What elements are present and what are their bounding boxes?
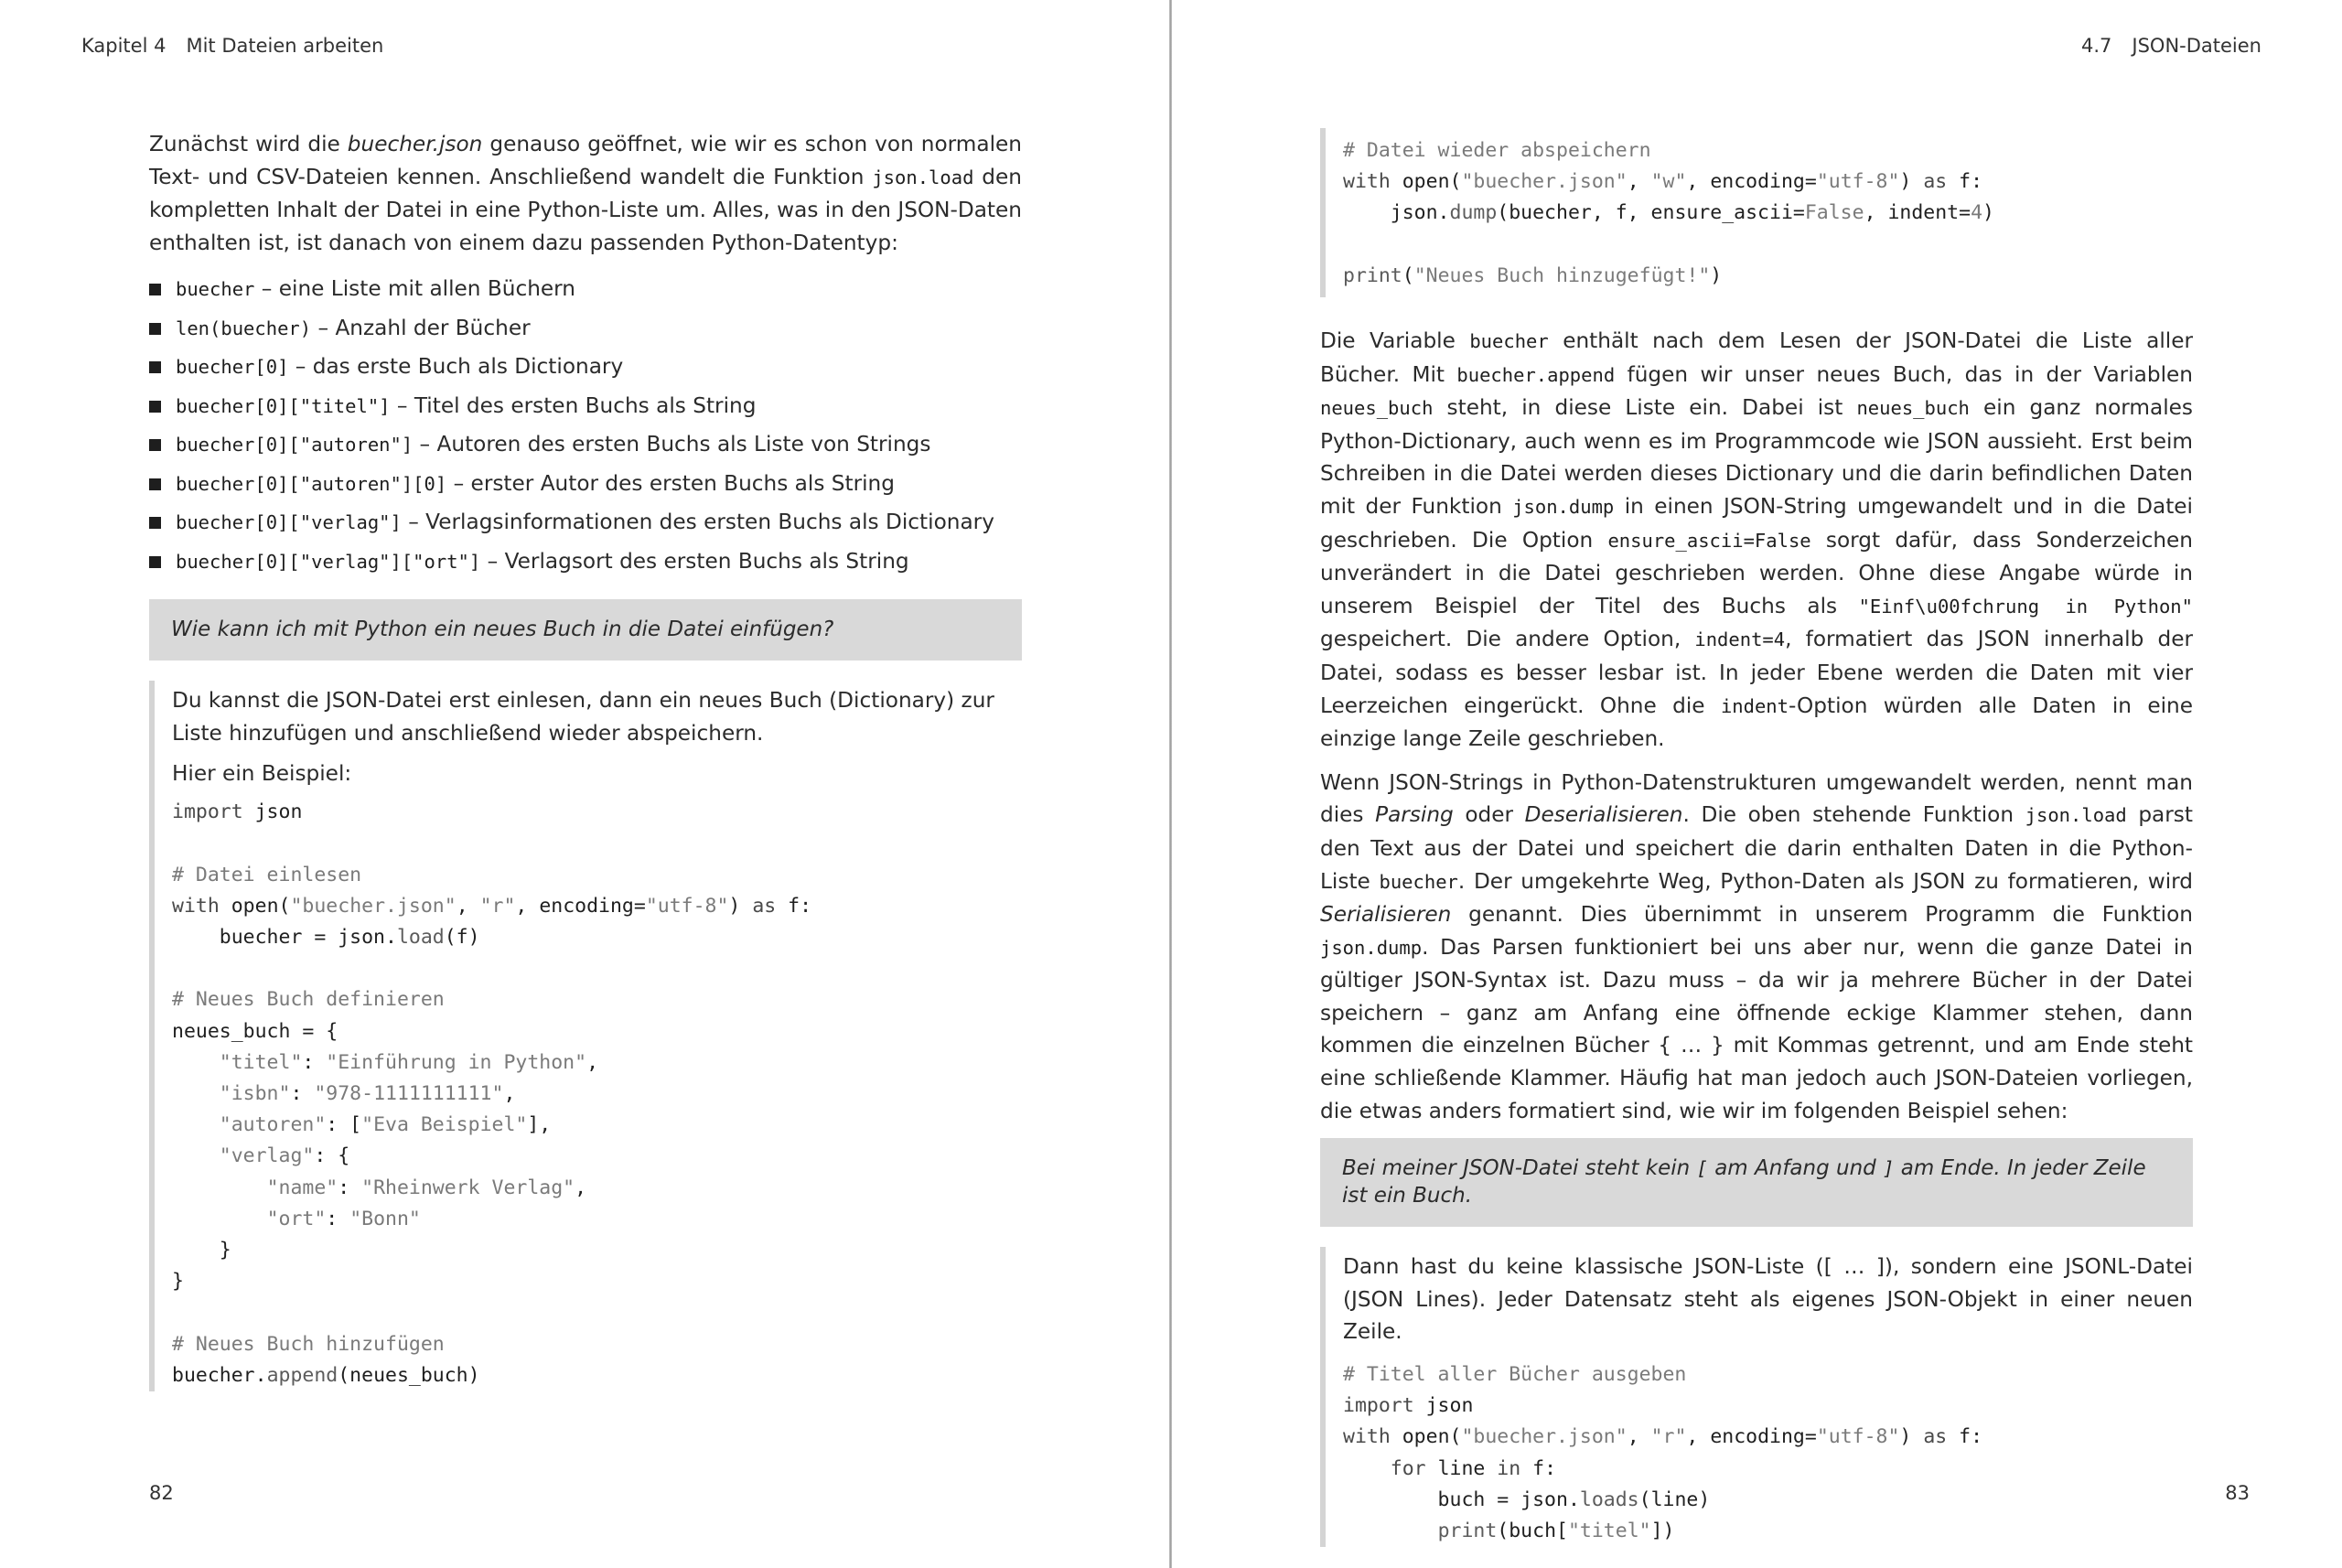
text-run: genauso geöffnet, wie wir es schon von normalen Text- und CSV-Dateien kennen. Anschließend wandelt die Funktion: [149, 132, 1022, 189]
intro-paragraph: [149, 128, 1022, 259]
answer-paragraph: Du kannst die JSON-Datei erst einlesen, dann ein neues Buch (Dictionary) zur Liste hinzufügen und anschließend wieder abspeichern.: [172, 688, 994, 746]
list-item: [149, 465, 1022, 504]
text-run: fügen wir unser neues Buch, das in der Variablen: [1615, 361, 2193, 387]
code-token: as: [752, 894, 777, 918]
text-run: steht, in diese Liste ein. Dabei ist: [1433, 395, 1857, 421]
page-number-right: 83: [2225, 1482, 2250, 1504]
code-string: "isbn": [219, 1081, 291, 1105]
code-token: (f): [444, 925, 480, 949]
code-token: json: [1413, 1394, 1474, 1418]
code-string: "utf-8": [645, 894, 729, 918]
parsing-paragraph: [1320, 767, 2193, 1128]
code-token: line: [1425, 1456, 1498, 1480]
code-string: "utf-8": [1816, 1425, 1900, 1449]
code-string: "buecher.json": [1461, 1425, 1628, 1449]
list-item-text: – eine Liste mit allen Büchern: [254, 276, 576, 302]
text-run: parst den Text aus der Datei und speichert die darin enthalten Daten in die Python-Liste: [1320, 802, 2193, 894]
code-listing: # Datei wieder abspeichern with open("buecher.json", "w", encoding="utf-8") as f: json.dump(buecher, f, ensure_ascii=False, indent=4) print("Neues Buch hinzugefügt!"): [1343, 139, 1994, 287]
code-token: print: [1437, 1520, 1498, 1543]
bullet-square-icon: [149, 556, 161, 568]
code-token: neues_buch = {: [172, 1019, 338, 1043]
running-head-right: [2081, 35, 2261, 57]
code-token: ]): [1650, 1520, 1675, 1543]
text-run: enthält nach dem Lesen der JSON-Datei die Liste aller Bücher. Mit: [1320, 328, 2194, 387]
code-string: "autoren": [219, 1113, 327, 1137]
code-token: append: [266, 1363, 338, 1387]
code-token: with: [1343, 170, 1391, 194]
text-run: . Das Parsen funktioniert bei uns aber nur, wenn die ganze Datei in gültiger JSON-Syntax ist. Dazu muss – da wir ja mehrere Bücher in der Datei speichern – ganz am Anfang eine öffnende eckige Klammer stehen, dann kommen die einzelnen Bücher { … } mit Kommas getrennt, und am Ende steht eine schließende Klammer. Häufig hat man jedoch auch JSON-Dateien vorliegen, die etwas anders formatiert sind, wie wir im folgenden Beispiel sehen:: [1320, 934, 2193, 1123]
code-token: (buch[: [1497, 1520, 1568, 1543]
inline-code: [: [1696, 1157, 1708, 1180]
code-string: "Rheinwerk Verlag": [361, 1176, 575, 1199]
inline-code: indent: [1720, 694, 1789, 717]
question-box: [1320, 1138, 2193, 1227]
text-run: Zunächst wird die: [149, 132, 348, 156]
inline-code: buecher: [176, 278, 255, 301]
text-run: . Der umgekehrte Weg, Python-Daten als JSON zu formatieren, wird: [1457, 868, 2193, 894]
bullet-square-icon: [149, 361, 161, 373]
code-string: "r": [479, 894, 516, 918]
code-token: f:: [1520, 1456, 1557, 1480]
code-token: open(: [1402, 1425, 1462, 1449]
code-token: f:: [1959, 170, 1983, 194]
list-item: [149, 425, 1022, 465]
text-run: gespeichert. Die andere Option,: [1320, 627, 1695, 652]
list-item-text: – Verlagsinformationen des ersten Buchs als Dictionary: [401, 510, 994, 535]
term: Parsing: [1375, 802, 1454, 828]
answer-block: [149, 681, 1022, 1391]
code-token: (line): [1638, 1487, 1711, 1511]
code-string: "Einführung in Python": [326, 1050, 587, 1074]
inline-code: neues_buch: [1320, 397, 1434, 420]
bullet-square-icon: [149, 439, 161, 451]
code-token: encoding=: [539, 894, 646, 918]
text-run: -Option würden alle Daten in eine einzige lange Zeile geschrieben.: [1320, 693, 2193, 752]
list-item: [149, 309, 1022, 349]
bullet-square-icon: [149, 478, 161, 490]
code-string: "Eva Beispiel": [361, 1113, 528, 1137]
inline-code: len(buecher): [176, 317, 312, 339]
code-token: 4: [1971, 201, 1983, 225]
code-token: print: [1343, 263, 1402, 287]
text-run: den kompletten Inhalt der Datei in eine Python-Liste um. Alles, was in den JSON-Daten enthalten ist, ist danach von einem dazu passenden Python-Datentyp:: [149, 164, 1022, 255]
text-run: Bei meiner JSON-Datei steht kein: [1342, 1156, 1697, 1181]
code-string: "978-1111111111": [314, 1081, 504, 1105]
right-content: [1320, 128, 2193, 1547]
text-run: genannt. Dies übernimmt in unserem Programm die Funktion: [1451, 902, 2193, 928]
inline-code: buecher[0]["verlag"]["ort"]: [176, 550, 481, 573]
bullet-square-icon: [149, 284, 161, 295]
bullet-square-icon: [149, 323, 161, 335]
code-token: buecher = json.: [172, 925, 397, 949]
text-run: , formatiert das JSON innerhalb der Datei, sodass es besser lesbar ist. In jeder Ebene werden die Daten mit vier Leerzeichen eingerückt. Ohne die: [1320, 627, 2193, 718]
code-string: "w": [1650, 170, 1687, 194]
code-token: with: [1343, 1425, 1391, 1449]
code-token: open(: [231, 894, 291, 918]
inline-code: neues_buch: [1856, 397, 1970, 420]
code-token: as: [1923, 1425, 1948, 1449]
code-comment: # Titel aller Bücher ausgeben: [1343, 1363, 1687, 1387]
list-item-text: – Anzahl der Bücher: [311, 315, 531, 340]
answer-paragraph: Dann hast du keine klassische JSON-Liste ([ … ]), sondern eine JSONL-Datei (JSON Lines). Jeder Datensatz steht als eigenes JSON-Objekt in einer neuen Zeile.: [1343, 1254, 2193, 1345]
code-token: import: [1343, 1394, 1414, 1418]
inline-code: buecher[0]["autoren"][0]: [176, 472, 447, 495]
text-run: Wenn JSON-Strings in Python-Datenstrukturen umgewandelt werden, nennt man dies: [1320, 769, 2193, 828]
inline-code: buecher[0]["autoren"]: [176, 434, 414, 456]
list-item-text: – Verlagsort des ersten Buchs als String: [480, 548, 909, 574]
code-token: False: [1804, 201, 1864, 225]
code-token: ): [1982, 201, 1994, 225]
answer-block: [1320, 1247, 2193, 1547]
explanation-paragraph: [1320, 325, 2193, 756]
text-run: ein ganz normales Python-Dictionary, auch wenn es im Programmcode wie JSON aussieht. Erst beim Schreiben in die Datei werden dieses Dictionary und die darin befindlichen Daten mit der Funktion: [1320, 395, 2194, 519]
code-listing: # Titel aller Bücher ausgeben import json with open("buecher.json", "r", encoding="utf-8") as f: for line in f: buch = json.loads(line) print(buch["titel"]): [1343, 1363, 1983, 1543]
code-token: (neues_buch): [338, 1363, 480, 1387]
code-string: "Bonn": [349, 1207, 421, 1230]
inline-code: buecher[0]["titel"]: [176, 394, 391, 417]
section-number: 4.7: [2080, 35, 2112, 57]
inline-code: ensure_ascii=False: [1607, 529, 1811, 552]
inline-code: buecher: [1469, 330, 1549, 353]
code-token: open(: [1402, 170, 1462, 194]
code-token: in: [1497, 1456, 1521, 1480]
text-run: . Die oben stehende Funktion: [1682, 802, 2025, 828]
question-box: Wie kann ich mit Python ein neues Buch in die Datei einfügen?: [149, 599, 1022, 660]
code-string: "name": [266, 1176, 338, 1199]
code-token: f:: [1959, 1425, 1983, 1449]
text-run: am Ende. In jeder Zeile ist ein Buch.: [1342, 1156, 2146, 1208]
code-comment: # Datei wieder abspeichern: [1343, 139, 1651, 162]
code-comment: # Neues Buch hinzufügen: [172, 1332, 445, 1356]
code-continuation-block: [1320, 128, 2193, 297]
inline-code: json.dump: [1512, 495, 1615, 518]
inline-code: buecher: [1379, 870, 1458, 893]
text-run: in einen JSON-String umgewandelt und in die Datei geschrieben. Die Option: [1320, 493, 2193, 553]
right-page: [1172, 0, 2342, 1568]
code-string: "Neues Buch hinzugefügt!": [1413, 263, 1711, 287]
answer-paragraph: Hier ein Beispiel:: [172, 760, 352, 786]
text-run: sorgt dafür, dass Sonderzeichen unverändert in die Datei geschrieben werden. Ohne diese Angabe würde in unserem Beispiel der Titel des Buchs als: [1320, 527, 2193, 618]
list-item-text: – erster Autor des ersten Buchs als String: [446, 470, 895, 496]
inline-code: ]: [1883, 1157, 1895, 1180]
inline-code: json.dump: [1320, 936, 1423, 959]
page-number-left: 82: [149, 1482, 174, 1504]
code-string: "utf-8": [1816, 170, 1900, 194]
code-string: "ort": [266, 1207, 327, 1230]
code-string: "r": [1650, 1425, 1687, 1449]
inline-code: json.load: [2025, 804, 2127, 827]
code-string: "verlag": [219, 1144, 315, 1168]
chapter-number: Kapitel 4: [81, 35, 167, 57]
list-item: [149, 270, 1022, 309]
list-item: [149, 387, 1022, 426]
code-token: encoding=: [1710, 1425, 1817, 1449]
inline-code: buecher[0]["verlag"]: [176, 511, 402, 534]
inline-code: buecher[0]: [176, 356, 289, 379]
code-comment: # Neues Buch definieren: [172, 988, 445, 1012]
left-page: [0, 0, 1169, 1568]
list-item: [149, 503, 1022, 542]
code-token: (buecher, f, ensure_ascii=: [1497, 201, 1805, 225]
list-item-text: – Autoren des ersten Buchs als Liste von Strings: [413, 432, 931, 457]
bullet-square-icon: [149, 401, 161, 413]
left-content: [149, 128, 1022, 1391]
chapter-title: Mit Dateien arbeiten: [186, 35, 384, 57]
code-token: buch = json.: [1343, 1487, 1580, 1511]
term: Deserialisieren: [1524, 802, 1683, 828]
list-item-text: – Titel des ersten Buchs als String: [390, 392, 757, 418]
inline-code: indent=4: [1694, 628, 1786, 651]
code-token: with: [172, 894, 220, 918]
code-string: "titel": [219, 1050, 303, 1074]
code-token: json.: [1343, 201, 1450, 225]
datatype-list: [149, 270, 1022, 581]
code-token: [1343, 1520, 1438, 1542]
list-item-text: – das erste Buch als Dictionary: [288, 354, 624, 380]
inline-code: json.load: [872, 166, 974, 188]
code-string: "titel": [1567, 1520, 1651, 1543]
code-string: "buecher.json": [1461, 170, 1628, 194]
code-token: loads: [1579, 1487, 1639, 1511]
code-token: for: [1390, 1456, 1426, 1480]
code-token: f:: [788, 894, 812, 918]
text-run: oder: [1453, 802, 1525, 828]
code-token: buecher.: [172, 1363, 267, 1387]
code-string: "buecher.json": [290, 894, 457, 918]
text-run: am Anfang und: [1707, 1156, 1884, 1181]
list-item: [149, 348, 1022, 387]
list-item: [149, 542, 1022, 582]
inline-code: "Einf\u00fchrung in Python": [1858, 595, 2193, 618]
running-head-left: [81, 35, 383, 57]
code-token: as: [1923, 170, 1948, 194]
code-token: json: [242, 800, 303, 824]
code-token: dump: [1449, 201, 1498, 225]
code-comment: # Datei einlesen: [172, 863, 362, 886]
section-title: JSON-Dateien: [2132, 35, 2261, 57]
inline-code: buecher.append: [1456, 363, 1616, 386]
code-token: encoding=: [1710, 170, 1817, 194]
term: Serialisieren: [1320, 902, 1452, 928]
text-run: Die Variable: [1320, 328, 1470, 354]
code-listing: import json # Datei einlesen with open("buecher.json", "r", encoding="utf-8") as f: buecher = json.load(f) # Neues Buch definieren neues_buch = { "titel": "Einführung in Python", "isbn": "978-1111111111", "autoren": ["Eva Beispiel"], "verlag": { "name": "Rheinwerk Verlag", "ort": "Bonn" } } # Neues Buch hinzufügen buecher.append(neues_buch): [172, 800, 812, 1387]
code-token: load: [396, 925, 445, 949]
file-name: buecher.json: [347, 132, 483, 156]
code-token: import: [172, 800, 243, 824]
bullet-square-icon: [149, 517, 161, 529]
code-token: , indent=: [1864, 201, 1971, 225]
